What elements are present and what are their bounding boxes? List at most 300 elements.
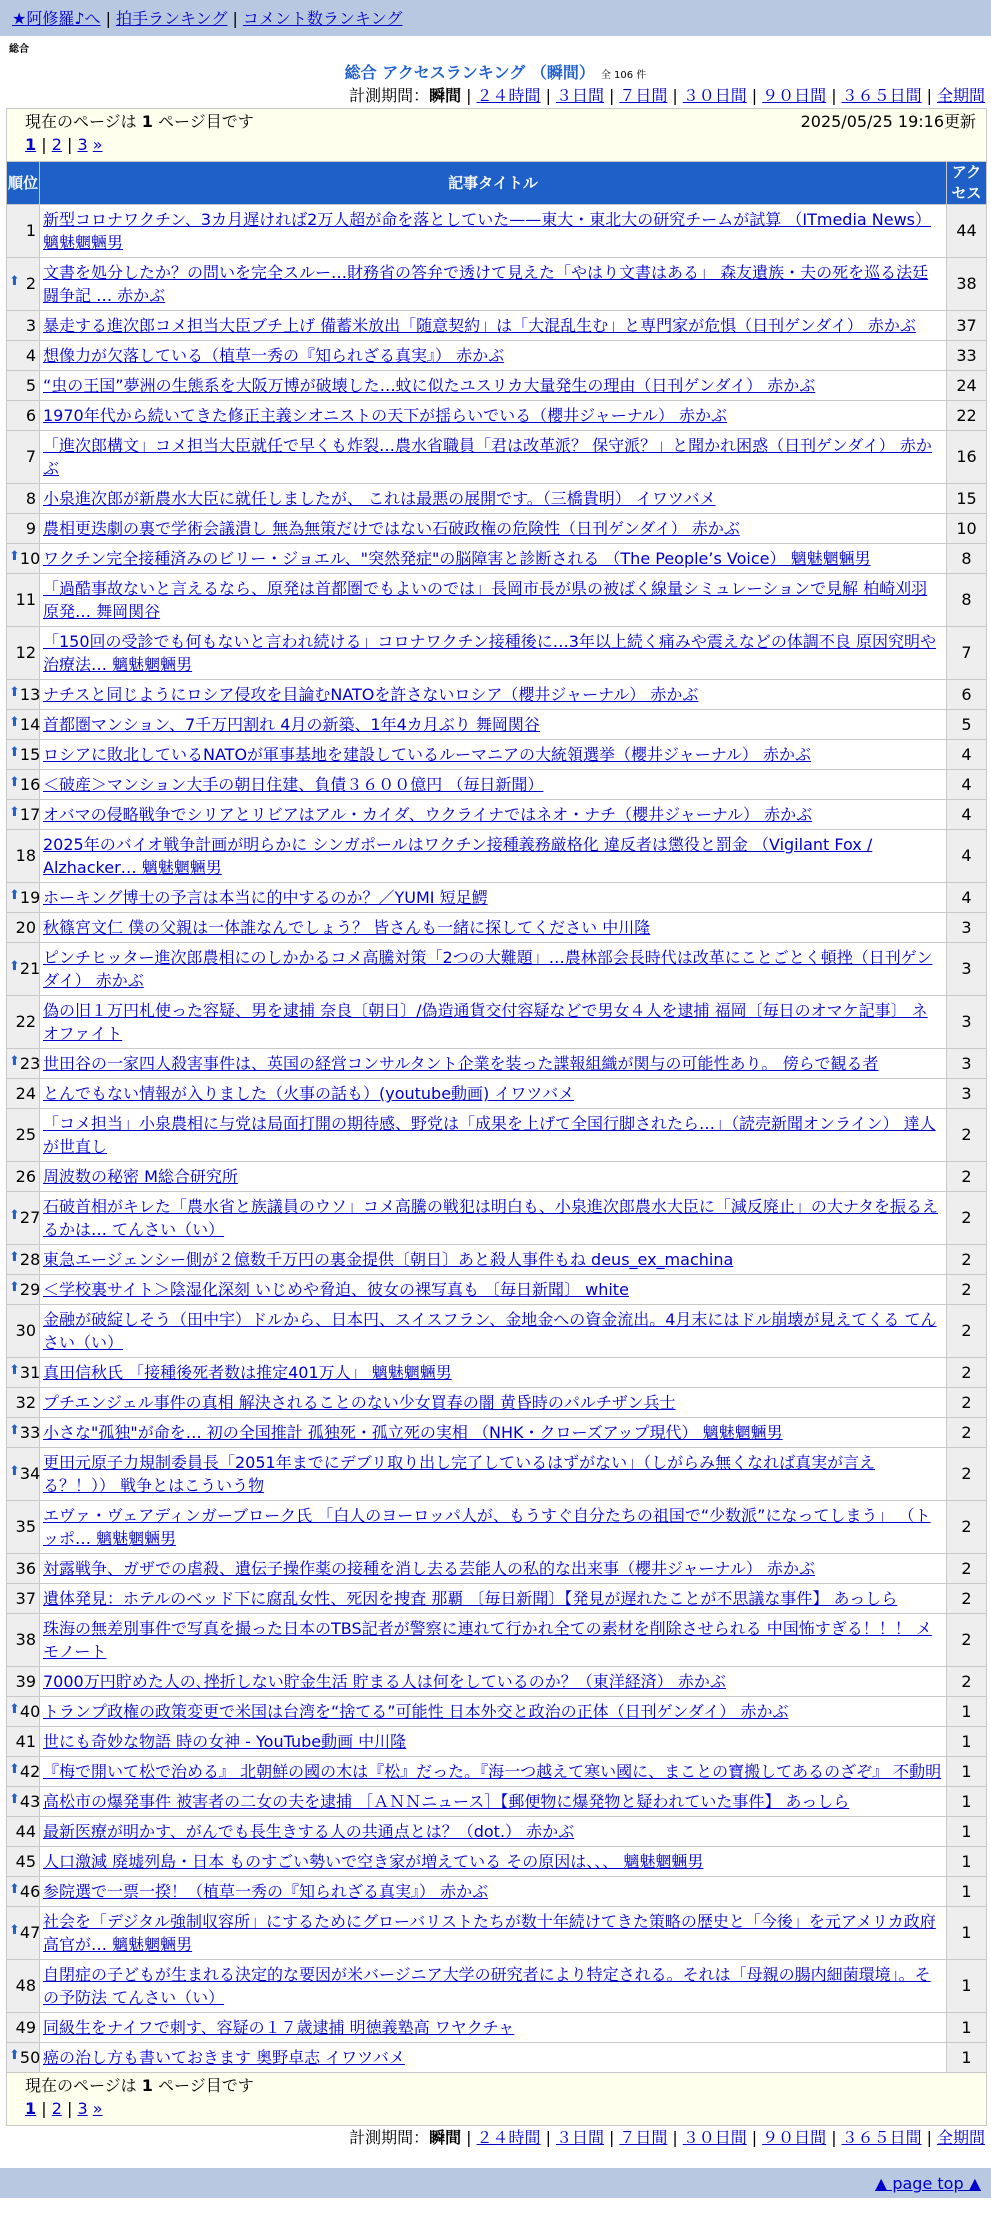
article-title-link[interactable]: 周波数の秘密 M総合研究所: [43, 1167, 238, 1186]
rank-up-arrow-icon: ⬆: [9, 804, 20, 820]
article-title-link[interactable]: 遺体発見：ホテルのベッド下に腐乱女性、死因を捜査 那覇 〔毎日新聞〕【発見が遅れたことが不思議な事件】 あっしら: [43, 1589, 898, 1608]
rank-cell: [7, 574, 40, 627]
rank-number: 7: [25, 447, 36, 467]
table-row: [7, 1305, 987, 1358]
table-row: [7, 1667, 987, 1697]
pager: [25, 2097, 976, 2121]
title-cell: [40, 1418, 947, 1448]
title-cell: [40, 1448, 947, 1501]
article-title-link[interactable]: 人口激減 廃墟列島・日本 ものすごい勢いで空き家が増えている その原因は、、、 魑魅魍魎男: [43, 1852, 704, 1871]
article-title-link[interactable]: ホーキング博士の予言は本当に的中するのか？／YUMI 短足鰐: [43, 888, 488, 907]
pager-link-1[interactable]: 1: [25, 2099, 37, 2118]
table-row: [7, 258, 987, 311]
rank-cell: [7, 1667, 40, 1697]
article-title-link[interactable]: ＜破産＞マンション大手の朝日住建、負債３６００億円 （毎日新聞）: [43, 775, 544, 794]
rank-number: 33: [19, 1422, 41, 1442]
rank-cell: [7, 800, 40, 830]
article-title-link[interactable]: 参院選で一票一揆！（植草一秀の『知られざる真実』） 赤かぶ: [43, 1882, 489, 1901]
table-row: [7, 1448, 987, 1501]
rank-cell: [7, 1079, 40, 1109]
article-title-link[interactable]: 世にも奇妙な物語 時の女神 - YouTube動画 中川隆: [43, 1732, 407, 1751]
table-row: [7, 710, 987, 740]
article-title-link[interactable]: 自閉症の子どもが生まれる決定的な要因が米バージニア大学の研究者により特定される。それは「母親の腸内細菌環境」。その予防法 てんさい（い）: [43, 1965, 931, 2007]
rank-cell: [7, 431, 40, 484]
table-row: [7, 627, 987, 680]
rank-number: 25: [15, 1125, 36, 1145]
current-page-number: 1: [141, 2076, 153, 2095]
rank-up-arrow-icon: ⬆: [9, 887, 20, 903]
title-cell: [40, 1907, 947, 1960]
period-separator: |: [466, 2128, 472, 2147]
access-count: 2: [947, 1388, 987, 1418]
page-info-text: [25, 111, 254, 133]
rank-number: 5: [25, 375, 36, 395]
table-row: [7, 1245, 987, 1275]
article-title-link[interactable]: 対露戦争、ガザでの虐殺、遺伝子操作薬の接種を消し去る芸能人の私的な出来事（櫻井ジャーナル） 赤かぶ: [43, 1559, 815, 1578]
access-count: 1: [947, 2013, 987, 2043]
article-title-link[interactable]: トランプ政権の政策変更で米国は台湾を“捨てる”可能性 日本外交と政治の正体（日刊ゲンダイ） 赤かぶ: [43, 1702, 789, 1721]
period-link-3[interactable]: ７日間: [619, 2128, 668, 2147]
rank-up-arrow-icon: ⬆: [9, 1761, 20, 1777]
title-cell: [40, 1358, 947, 1388]
access-count: 8: [947, 574, 987, 627]
article-title-link[interactable]: エヴァ・ヴェアディンガーブローク氏 「白人のヨーロッパ人が、もうすぐ自分たちの祖国で“少数派”になってしまう」 （トッポ… 魑魅魍魎男: [43, 1506, 931, 1548]
period-separator: |: [672, 86, 678, 105]
period-separator: |: [672, 2128, 678, 2147]
rank-number: 20: [15, 917, 36, 937]
rank-cell: [7, 1877, 40, 1907]
nav-home-link[interactable]: ★阿修羅♪へ: [12, 9, 101, 28]
article-title-link[interactable]: 新型コロナワクチン、3カ月遅ければ2万人超が命を落としていた——東大・東北大の研究チームが試算 （ITmedia News） 魑魅魍魎男: [43, 210, 932, 252]
pager-current: [25, 2099, 36, 2118]
rank-number: 3: [25, 315, 36, 335]
rank-number: 32: [15, 1392, 36, 1412]
rank-up-arrow-icon: ⬆: [9, 1701, 20, 1717]
title-cell: [40, 830, 947, 883]
article-title-link[interactable]: 想像力が欠落している（植草一秀の『知られざる真実』） 赤かぶ: [43, 346, 505, 365]
period-separator: |: [831, 2128, 837, 2147]
period-current: 瞬間: [429, 2128, 462, 2147]
article-title-link[interactable]: ナチスと同じようにロシア侵攻を目論むNATOを許さないロシア（櫻井ジャーナル） 赤かぶ: [43, 685, 699, 704]
rank-cell: [7, 1847, 40, 1877]
rank-number: 29: [19, 1279, 41, 1299]
title-cell: [40, 943, 947, 996]
article-title-link[interactable]: 世田谷の一家四人殺害事件は、英国の経営コンサルタント企業を装った諜報組織が関与の可能性あり。 傍らで観る者: [43, 1054, 879, 1073]
period-link-1[interactable]: ２４時間: [476, 86, 541, 105]
rank-number: 26: [15, 1166, 36, 1186]
access-count: 3: [947, 996, 987, 1049]
period-link-2[interactable]: ３日間: [555, 86, 604, 105]
table-row: [7, 1418, 987, 1448]
rank-number: 18: [15, 846, 36, 866]
nav-clap-ranking-link[interactable]: 拍手ランキング: [115, 9, 228, 28]
rank-cell: [7, 830, 40, 883]
title-cell: [40, 431, 947, 484]
title-cell: [40, 258, 947, 311]
article-title-link[interactable]: 東急エージェンシー側が２億数千万円の裏金提供〔朝日〕あと殺人事件もね deus_ex_machina: [43, 1250, 734, 1269]
article-title-link[interactable]: “虫の王国”夢洲の生態系を大阪万博が破壊した…蚊に似たユスリカ大量発生の理由（日刊ゲンダイ） 赤かぶ: [43, 376, 816, 395]
period-current: 瞬間: [429, 86, 462, 105]
period-separator: |: [545, 2128, 551, 2147]
table-row: [7, 800, 987, 830]
rank-number: 37: [15, 1588, 36, 1608]
rank-number: 8: [25, 488, 36, 508]
rank-up-arrow-icon: ⬆: [9, 548, 20, 564]
title-cell: [40, 1960, 947, 2013]
article-title-link[interactable]: 1970年代から続いてきた修正主義シオニストの天下が揺らいでいる（櫻井ジャーナル） 赤かぶ: [43, 406, 728, 425]
title-cell: [40, 1757, 947, 1787]
title-cell: [40, 800, 947, 830]
title-cell: [40, 544, 947, 574]
rank-cell: [7, 514, 40, 544]
period-separator: |: [545, 86, 551, 105]
pager-separator: |: [61, 135, 78, 154]
period-link-4[interactable]: ３０日間: [682, 86, 747, 105]
article-title-link[interactable]: 「コメ担当」小泉農相に与党は局面打開の期待感、野党は「成果を上げて全国行脚されたら…」（読売新聞オンライン） 達人が世直し: [43, 1114, 936, 1156]
access-count: 1: [947, 1877, 987, 1907]
table-row: [7, 996, 987, 1049]
table-row: [7, 2043, 987, 2073]
article-title-link[interactable]: 癌の治し方も書いておきます 奥野卓志 イワツバメ: [43, 2048, 405, 2067]
access-count: 38: [947, 258, 987, 311]
rank-up-arrow-icon: ⬆: [9, 1923, 20, 1939]
rank-number: 50: [19, 2047, 41, 2067]
period-separator: |: [466, 86, 472, 105]
article-title-link[interactable]: ロシアに敗北しているNATOが軍事基地を建設しているルーマニアの大統領選挙（櫻井ジャーナル） 赤かぶ: [43, 745, 812, 764]
article-title-link[interactable]: 農相更迭劇の裏で学術会議潰し 無為無策だけではない石破政権の危険性（日刊ゲンダイ） 赤かぶ: [43, 519, 740, 538]
title-cell: [40, 913, 947, 943]
title-cell: [40, 710, 947, 740]
access-count: 2: [947, 1554, 987, 1584]
rank-cell: [7, 913, 40, 943]
page-info-prefix: 現在のページは: [25, 2076, 142, 2095]
pager: [25, 133, 976, 157]
table-row: [7, 2013, 987, 2043]
table-row: [7, 1584, 987, 1614]
rank-number: 34: [19, 1464, 41, 1484]
table-row: [7, 1757, 987, 1787]
rank-number: 6: [25, 405, 36, 425]
access-count: 2: [947, 1162, 987, 1192]
access-count: 4: [947, 883, 987, 913]
access-count: 1: [947, 1817, 987, 1847]
period-link-1[interactable]: ２４時間: [476, 2128, 541, 2147]
title-cell: [40, 680, 947, 710]
article-title-link[interactable]: 最新医療が明かす、がんでも長生きする人の共通点とは？（dot.） 赤かぶ: [43, 1822, 575, 1841]
pager-separator: |: [61, 2099, 78, 2118]
title-cell: [40, 1667, 947, 1697]
access-count: 24: [947, 371, 987, 401]
table-row: [7, 205, 987, 258]
period-selector-top: [0, 84, 991, 108]
nav-separator: |: [105, 9, 111, 28]
access-count: 15: [947, 484, 987, 514]
rank-number: 15: [19, 744, 41, 764]
access-count: 37: [947, 311, 987, 341]
article-title-link[interactable]: 偽の旧１万円札使った容疑、男を逮捕 奈良〔朝日〕/偽造通貨交付容疑などで男女４人を逮捕 福岡〔毎日のオマケ記事〕 ネオファイト: [43, 1001, 928, 1043]
access-count: 2: [947, 1614, 987, 1667]
article-title-link[interactable]: 社会を「デジタル強制収容所」にするためにグローバリストたちが数十年続けてきた策略の歴史と「今後」を元アメリカ政府高官が… 魑魅魍魎男: [43, 1912, 936, 1954]
rank-cell: [7, 341, 40, 371]
period-link-6[interactable]: ３６５日間: [841, 2128, 922, 2147]
table-row: [7, 341, 987, 371]
rank-cell: [7, 401, 40, 431]
article-title-link[interactable]: 高松市の爆発事件 被害者の二女の夫を逮捕 ［ＡＮＮニュース］【郵便物に爆発物と疑われていた事件】 あっしら: [43, 1792, 850, 1811]
table-row: [7, 913, 987, 943]
title-cell: [40, 371, 947, 401]
title-cell: [40, 740, 947, 770]
table-row: [7, 1358, 987, 1388]
period-link-3[interactable]: ７日間: [619, 86, 668, 105]
article-title-link[interactable]: 更田元原子力規制委員長「2051年までにデブリ取り出し完了しているはずがない」（しがらみ無くなれば真実が言える？！）） 戦争とはこういう物: [43, 1453, 876, 1495]
title-cell: [40, 1697, 947, 1727]
page-info-suffix: ページ目です: [152, 2076, 254, 2095]
table-row: [7, 1907, 987, 1960]
title-cell: [40, 996, 947, 1049]
rank-up-arrow-icon: ⬆: [9, 959, 20, 975]
title-cell: [40, 341, 947, 371]
period-separator: |: [751, 86, 758, 105]
rank-number: 48: [15, 1976, 36, 1996]
rank-cell: [7, 710, 40, 740]
title-cell: [40, 1192, 947, 1245]
period-link-7[interactable]: 全期間: [936, 86, 985, 105]
period-link-2[interactable]: ３日間: [555, 2128, 604, 2147]
access-count: 1: [947, 2043, 987, 2073]
article-title-link[interactable]: 文書を処分したか？の問いを完全スルー…財務省の答弁で透けて見えた「やはり文書はある」 森友遺族・夫の死を巡る法廷闘争記 … 赤かぶ: [43, 263, 929, 305]
pager-separator: |: [36, 2099, 52, 2118]
access-count: 1: [947, 1697, 987, 1727]
table-row: [7, 830, 987, 883]
rank-up-arrow-icon: ⬆: [9, 1208, 20, 1224]
access-count: 22: [947, 401, 987, 431]
access-count: 2: [947, 1109, 987, 1162]
page-top-link[interactable]: ▲ page top ▲: [874, 2174, 981, 2193]
title-cell: [40, 1817, 947, 1847]
article-title-link[interactable]: 『梅で開いて松で治める』 北朝鮮の國の木は『松』だった。『海一つ越えて寒い國に、まことの寶搬してあるのざぞ』 不動明: [43, 1762, 942, 1781]
rank-number: 9: [25, 518, 36, 538]
title-cell: [40, 1388, 947, 1418]
table-row: [7, 1877, 987, 1907]
article-title-link[interactable]: オバマの侵略戦争でシリアとリビアはアル・カイダ、ウクライナではネオ・ナチ（櫻井ジャーナル） 赤かぶ: [43, 805, 813, 824]
rank-number: 24: [15, 1083, 36, 1103]
page-info-prefix: 現在のページは: [25, 112, 142, 131]
rank-cell: [7, 883, 40, 913]
rank-up-arrow-icon: ⬆: [9, 1053, 20, 1069]
article-title-link[interactable]: 珠海の無差別事件で写真を撮った日本のTBS記者が警察に連れて行かれ全ての素材を削除させられる 中国怖すぎる！！！ メモノート: [43, 1619, 932, 1661]
period-separator: |: [608, 2128, 615, 2147]
table-row: [7, 311, 987, 341]
period-link-7[interactable]: 全期間: [936, 2128, 985, 2147]
rank-cell: [7, 1554, 40, 1584]
header-row: [7, 162, 987, 205]
table-row: [7, 1554, 987, 1584]
title-cell: [40, 1079, 947, 1109]
access-count: 2: [947, 1245, 987, 1275]
title-cell: [40, 1501, 947, 1554]
rank-number: 1: [25, 221, 36, 241]
table-row: [7, 1049, 987, 1079]
rank-cell: [7, 371, 40, 401]
rank-up-arrow-icon: ⬆: [9, 774, 20, 790]
article-title-link[interactable]: 2025年のバイオ戦争計画が明らかに シンガポールはワクチン接種義務厳格化 違反者は懲役と罰金 （Vigilant Fox / Alzhacker… 魑魅魍魎男: [43, 835, 873, 877]
table-row: [7, 1817, 987, 1847]
article-title-link[interactable]: 暴走する進次郎コメ担当大臣ブチ上げ 備蓄米放出「随意契約」は「大混乱生む」と専門家が危惧（日刊ゲンダイ） 赤かぶ: [43, 316, 916, 335]
access-count: 3: [947, 943, 987, 996]
period-separator: |: [831, 86, 837, 105]
rank-number: 44: [15, 1821, 36, 1841]
article-title-link[interactable]: 同級生をナイフで刺す、容疑の１７歳逮捕 明徳義塾高 ワヤクチャ: [43, 2018, 515, 2037]
access-count: 2: [947, 1501, 987, 1554]
rank-up-arrow-icon: ⬆: [9, 684, 20, 700]
pager-link-next[interactable]: »: [92, 135, 103, 154]
table-row: [7, 1109, 987, 1162]
page-info-row: [7, 109, 987, 162]
rank-cell: [7, 943, 40, 996]
rank-up-arrow-icon: ⬆: [9, 714, 20, 730]
rank-cell: [7, 258, 40, 311]
article-title-link[interactable]: 真田信秋氏 「接種後死者数は推定401万人」 魑魅魍魎男: [43, 1363, 452, 1382]
period-selector-bottom: [0, 2126, 991, 2150]
article-title-link[interactable]: ワクチン完全接種済みのビリー・ジョエル、"突然発症"の脳障害と診断される （The People’s Voice） 魑魅魍魎男: [43, 549, 871, 568]
rank-number: 23: [19, 1053, 41, 1073]
rank-cell: [7, 1049, 40, 1079]
pager-link-3[interactable]: 3: [77, 135, 88, 154]
access-count: 7: [947, 627, 987, 680]
rank-cell: [7, 1727, 40, 1757]
rank-number: 14: [19, 714, 41, 734]
rank-number: 31: [19, 1362, 41, 1382]
article-title-link[interactable]: ピンチヒッター進次郎農相にのしかかるコメ高騰対策「2つの大難題」…農林部会長時代は改革にことごとく頓挫（日刊ゲンダイ） 赤かぶ: [43, 948, 933, 990]
access-count: 2: [947, 1448, 987, 1501]
rank-number: 38: [15, 1630, 36, 1650]
rank-number: 35: [15, 1517, 36, 1537]
period-separator: |: [751, 2128, 758, 2147]
period-link-5[interactable]: ９０日間: [762, 86, 827, 105]
table-row: [7, 1847, 987, 1877]
rank-up-arrow-icon: ⬆: [9, 1881, 20, 1897]
page-info-text: [25, 2075, 254, 2097]
access-count: 4: [947, 800, 987, 830]
pager-link-3[interactable]: 3: [77, 2099, 88, 2118]
pager-link-next[interactable]: »: [92, 2099, 103, 2118]
rank-number: 16: [19, 774, 41, 794]
period-separator: |: [608, 86, 615, 105]
access-count: 33: [947, 341, 987, 371]
article-title-link[interactable]: 小さな"孤独"が命を… 初の全国推計 孤独死・孤立死の実相 （NHK・クローズアップ現代） 魑魅魍魎男: [43, 1423, 783, 1442]
title-cell: [40, 574, 947, 627]
access-count: 2: [947, 1305, 987, 1358]
rank-number: 10: [19, 548, 41, 568]
rank-number: 13: [19, 684, 41, 704]
bottom-bar: [0, 2168, 991, 2198]
rank-number: 4: [25, 345, 36, 365]
table-row: [7, 1614, 987, 1667]
table-row: [7, 680, 987, 710]
rank-cell: [7, 1275, 40, 1305]
rank-cell: [7, 740, 40, 770]
rank-cell: [7, 1192, 40, 1245]
title-cell: [40, 770, 947, 800]
title-cell: [40, 2013, 947, 2043]
rank-cell: [7, 1305, 40, 1358]
access-count: 2: [947, 1192, 987, 1245]
article-title-link[interactable]: 7000万円貯めた人の､挫折しない貯金生活 貯まる人は何をしているのか？（東洋経済） 赤かぶ: [43, 1672, 726, 1691]
rank-cell: [7, 1388, 40, 1418]
access-count: 1: [947, 1847, 987, 1877]
rank-cell: [7, 1757, 40, 1787]
rank-number: 40: [19, 1701, 41, 1721]
rank-up-arrow-icon: ⬆: [9, 1362, 20, 1378]
article-title-link[interactable]: 秋篠宮文仁 僕の父親は一体誰なんでしょう？ 皆さんも一緒に探してください 中川隆: [43, 918, 651, 937]
rank-up-arrow-icon: ⬆: [9, 2047, 20, 2063]
table-row: [7, 574, 987, 627]
page-info-cell: [7, 109, 987, 162]
page-info-line: [25, 2075, 976, 2097]
access-count: 10: [947, 514, 987, 544]
nav-comment-ranking-link[interactable]: コメント数ランキング: [242, 9, 403, 28]
rank-number: 22: [15, 1012, 36, 1032]
article-title-link[interactable]: 首都圏マンション、7千万円割れ 4月の新築、1年4カ月ぶり 舞岡関谷: [43, 715, 540, 734]
page-info-row-bottom: [7, 2073, 987, 2126]
title-cell: [40, 1727, 947, 1757]
rank-number: 43: [19, 1791, 41, 1811]
access-count: 1: [947, 1960, 987, 2013]
page-title: 総合 アクセスランキング （瞬間）: [344, 63, 595, 82]
period-separator: |: [926, 86, 932, 105]
pager-link-1[interactable]: 1: [25, 135, 37, 154]
pager-link-2[interactable]: 2: [51, 135, 62, 154]
rank-cell: [7, 1109, 40, 1162]
article-title-link[interactable]: とんでもない情報が入りました（火事の話も）(youtube動画) イワツバメ: [43, 1084, 575, 1103]
pager-current: [25, 135, 36, 154]
article-title-link[interactable]: 「進次郎構文」コメ担当大臣就任で早くも炸裂…農水省職員「君は改革派？ 保守派？」と聞かれ困惑（日刊ゲンダイ） 赤かぶ: [43, 436, 932, 478]
top-nav-bar: [0, 0, 991, 36]
article-title-link[interactable]: 「過酷事故ないと言えるなら、原発は首都圏でもよいのでは」長岡市長が県の被ばく線量シミュレーションで見解 柏崎刈羽原発… 舞岡関谷: [43, 579, 928, 621]
article-title-link[interactable]: 金融が破綻しそう（田中宇）ドルから、日本円、スイスフラン、金地金への資金流出。4月末にはドル崩壊が見えてくる てんさい（い）: [43, 1310, 937, 1352]
ranking-table: [6, 108, 987, 2126]
period-link-6[interactable]: ３６５日間: [841, 86, 922, 105]
rank-number: 2: [25, 274, 36, 294]
rank-cell: [7, 680, 40, 710]
rank-number: 28: [19, 1249, 41, 1269]
total-count: 全 106 件: [600, 70, 647, 81]
current-page-number: 1: [141, 112, 153, 131]
article-title-link[interactable]: プチエンジェル事件の真相 解決されることのない少女買春の闇 黄昏時のパルチザン兵士: [43, 1393, 676, 1412]
period-separator: |: [926, 2128, 932, 2147]
access-count: 2: [947, 1275, 987, 1305]
article-title-link[interactable]: 石破首相がキレた「農水省と族議員のウソ」コメ高騰の戦犯は明白も、小泉進次郎農水大臣に「減反廃止」の大ナタを振るえるかは… てんさい（い）: [43, 1197, 939, 1239]
table-row: [7, 371, 987, 401]
article-title-link[interactable]: 「150回の受診でも何もないと言われ続ける」コロナワクチン接種後に…3年以上続く痛みや震えなどの体調不良 原因究明や治療法… 魑魅魍魎男: [43, 632, 937, 674]
title-header: 記事タイトル: [40, 162, 947, 205]
access-count: 6: [947, 680, 987, 710]
table-row: [7, 1079, 987, 1109]
rank-cell: [7, 1697, 40, 1727]
period-link-4[interactable]: ３０日間: [682, 2128, 747, 2147]
table-row: [7, 1501, 987, 1554]
article-title-link[interactable]: ＜学校裏サイト＞陰湿化深刻 いじめや脅迫、彼女の裸写真も 〔毎日新聞〕 white: [43, 1280, 629, 1299]
period-link-5[interactable]: ９０日間: [762, 2128, 827, 2147]
access-count: 1: [947, 1757, 987, 1787]
title-cell: [40, 1245, 947, 1275]
rank-header: 順位: [7, 162, 40, 205]
updated-timestamp: 2025/05/25 19:16更新: [800, 112, 976, 131]
pager-link-2[interactable]: 2: [51, 2099, 62, 2118]
table-row: [7, 1787, 987, 1817]
article-title-link[interactable]: 小泉進次郎が新農水大臣に就任しましたが、 これは最悪の展開です。（三橋貴明） イワツバメ: [43, 489, 716, 508]
rank-cell: [7, 2043, 40, 2073]
